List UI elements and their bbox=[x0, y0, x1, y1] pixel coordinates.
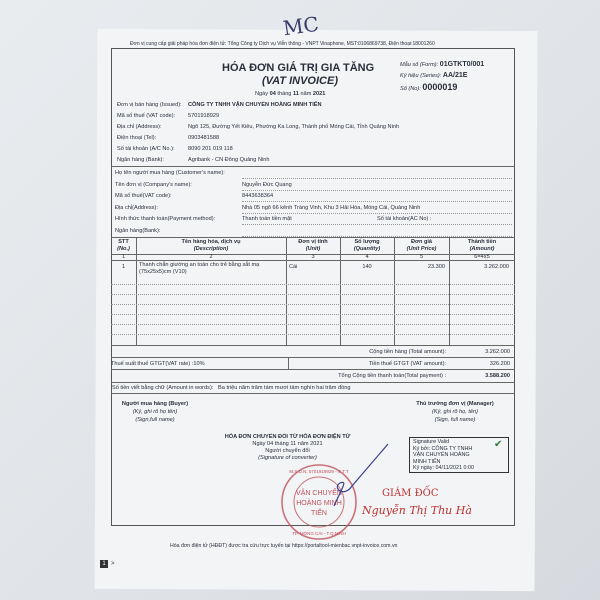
svg-text:VẬN CHUYỂN: VẬN CHUYỂN bbox=[296, 490, 342, 497]
handwritten-mark: MC bbox=[281, 11, 321, 41]
total-amount: 3.262.000 bbox=[485, 349, 510, 355]
col-header-description: Tên hàng hóa, dịch vụ (Description) bbox=[181, 239, 241, 252]
form-number: Mẫu số (Form): 01GTKT0/001 bbox=[400, 61, 485, 68]
svg-text:TP. MÓNG CÁI - T.Q.NINH: TP. MÓNG CÁI - T.Q.NINH bbox=[292, 531, 346, 536]
provider-note: Đơn vị cung cấp giải pháp hóa đơn điện tử: Tổng Công ty Dịch vụ Viễn thông - VNPT Vinaphone, MST:0106869738, Điện thoại:18001260 bbox=[130, 41, 435, 47]
col-header-unit: Đơn vị tính (Unit) bbox=[298, 239, 328, 252]
vat-amount-label: Tiền thuế GTGT (VAT amount): bbox=[368, 361, 446, 367]
director-title: GIÁM ĐỐC bbox=[382, 488, 439, 499]
svg-text:TIẾN: TIẾN bbox=[311, 510, 327, 517]
page-1-button[interactable]: 1 bbox=[100, 560, 108, 568]
col-header-amount: Thành tiền (Amount) bbox=[467, 239, 497, 252]
handwritten-signature bbox=[330, 440, 390, 510]
total-payment-label: Tổng Cộng tiền thanh toán(Total payment) : bbox=[338, 373, 446, 379]
checkmark-icon: ✔ bbox=[494, 439, 503, 450]
vat-rate: Thuế suất thuế GTGT(VAT rate) :10% bbox=[111, 361, 205, 367]
vat-amount: 326.200 bbox=[489, 361, 510, 367]
col-header-quantity: Số lượng (Quantity) bbox=[353, 239, 381, 252]
svg-text:M.S.D.N: 5701918929 - C.T.T: M.S.D.N: 5701918929 - C.T.T bbox=[289, 469, 349, 474]
invoice-date: Ngày 04 tháng 11 năm 2021 bbox=[255, 91, 326, 97]
total-payment: 3.588.200 bbox=[485, 373, 510, 379]
svg-text:HOÀNG MINH: HOÀNG MINH bbox=[296, 500, 342, 507]
buyer-signature: Người mua hàng (Buyer) (Ký, ghi rõ họ tên) (Sign,full name) bbox=[121, 401, 189, 423]
invoice-subtitle: (VAT INVOICE) bbox=[262, 75, 338, 87]
col-header-unit-price: Đơn giá (Unit Price) bbox=[406, 239, 437, 252]
invoice-no: Số (No): 0000019 bbox=[400, 82, 458, 92]
total-amount-label: Cộng tiền hàng (Total amount): bbox=[369, 349, 446, 355]
col-header-no: STT (No.) bbox=[117, 239, 130, 252]
digital-signature-box: Signature Valid Ký bởi: CÔNG TY TNHH VẬN CHUYỂN HOÀNG MINH TIẾN Ký ngày: 04/11/2021 0:00 ✔ bbox=[409, 437, 509, 473]
amount-in-words: Số tiền viết bằng chữ (Amount in words): Ba triệu năm trăm tám mươi tám nghìn hai trăm đồng bbox=[112, 385, 351, 391]
series: Ký hiệu (Series): AA/21E bbox=[400, 72, 468, 79]
director-name: Nguyễn Thị Thu Hà bbox=[362, 504, 472, 517]
invoice-title: HÓA ĐƠN GIÁ TRỊ GIA TĂNG bbox=[222, 62, 375, 74]
converted-invoice-note: HÓA ĐƠN CHUYỂN ĐỔI TỪ HÓA ĐƠN ĐIỆN TỬ Ngày 04 tháng 11 năm 2021 Người chuyển đổi (Signature of converter) bbox=[224, 434, 351, 461]
lookup-note: Hóa đơn điện tử (HĐĐT) được tra cứu trực tuyến tại https://portaltool-mienbac.vnpt-invoice.com.vn bbox=[170, 543, 398, 549]
next-page-button[interactable]: > bbox=[111, 561, 115, 567]
manager-signature: Thủ trưởng đơn vị (Manager) (Ký, ghi rõ họ, tên) (Sign, full name) bbox=[416, 401, 494, 423]
